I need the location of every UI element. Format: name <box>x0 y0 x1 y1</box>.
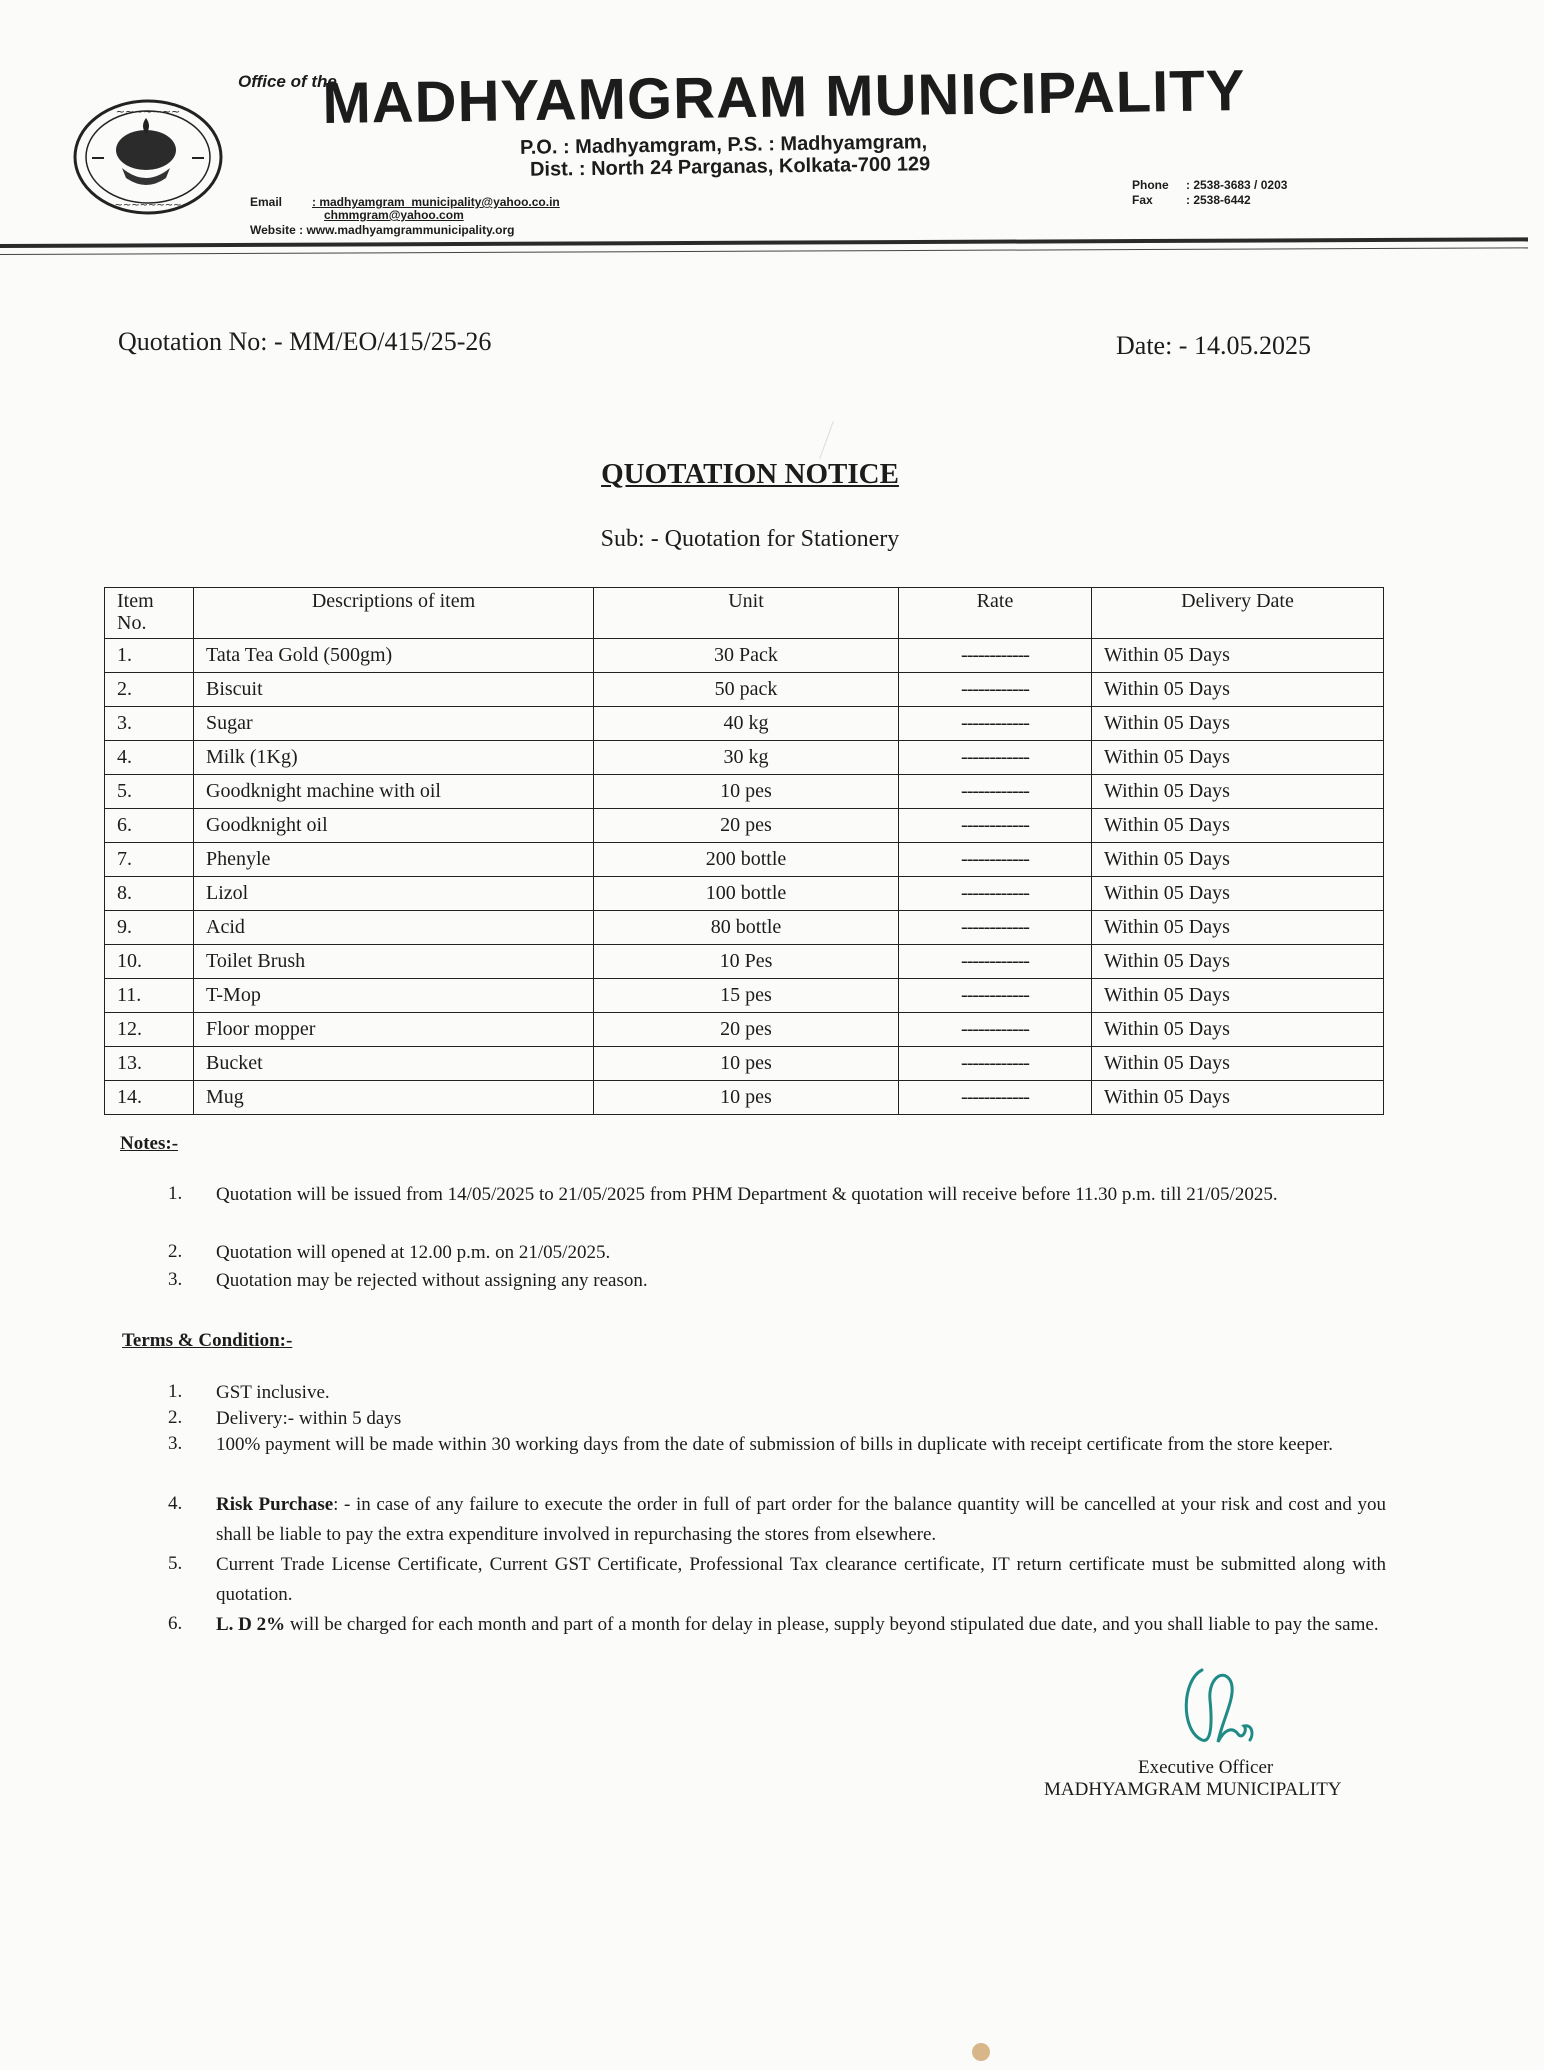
table-body <box>105 639 1384 1115</box>
cell-rate: ------------ <box>899 673 1092 707</box>
cell-rate: ------------ <box>899 741 1092 775</box>
scan-mark <box>819 421 834 459</box>
notice-subject: Sub: - Quotation for Stationery <box>600 526 900 552</box>
note-number: 1. <box>168 1183 183 1204</box>
cell-delivery: Within 05 Days <box>1092 979 1384 1013</box>
cell-rate: ------------ <box>899 809 1092 843</box>
table-row <box>105 979 1384 1013</box>
phone-label: Phone <box>1132 178 1169 192</box>
cell-unit: 80 bottle <box>594 911 899 945</box>
cell-item-no: 13. <box>105 1047 194 1081</box>
website-line <box>250 223 515 237</box>
note-text: Quotation will be issued from 14/05/2025 to 21/05/2025 from PHM Department & quotation will receive before 11.30 p.m. till 21/05/2025. <box>216 1184 1278 1205</box>
website-link[interactable]: : www.madhyamgrammunicipality.org <box>299 223 515 237</box>
cell-description: Acid <box>194 911 594 945</box>
cell-delivery: Within 05 Days <box>1092 673 1384 707</box>
cell-delivery: Within 05 Days <box>1092 1047 1384 1081</box>
cell-description: Lizol <box>194 877 594 911</box>
cell-description: Sugar <box>194 707 594 741</box>
table-row <box>105 1047 1384 1081</box>
cell-unit: 40 kg <box>594 707 899 741</box>
note-text: Quotation may be rejected without assigning any reason. <box>216 1270 648 1291</box>
cell-unit: 10 Pes <box>594 945 899 979</box>
cell-description: Toilet Brush <box>194 945 594 979</box>
term-text: : - in case of any failure to execute the order in full of part order for the balance quantity will be cancelled at your risk and cost and you shall be liable to pay the extra expenditure involved in repurchasing the stores from elsewhere. <box>216 1494 1386 1545</box>
cell-delivery: Within 05 Days <box>1092 843 1384 877</box>
cell-delivery: Within 05 Days <box>1092 911 1384 945</box>
table-row <box>105 809 1384 843</box>
cell-description: Mug <box>194 1081 594 1115</box>
cell-item-no: 12. <box>105 1013 194 1047</box>
header-item-no <box>105 588 194 639</box>
term-number: 6. <box>168 1613 183 1634</box>
cell-rate: ------------ <box>899 843 1092 877</box>
email-block <box>250 196 560 222</box>
cell-unit: 10 pes <box>594 1081 899 1115</box>
cell-unit: 30 Pack <box>594 639 899 673</box>
table-row <box>105 707 1384 741</box>
cell-delivery: Within 05 Days <box>1092 1081 1384 1115</box>
term-text-wrap <box>216 1490 1386 1550</box>
cell-unit: 20 pes <box>594 809 899 843</box>
notes-heading: Notes:- <box>120 1133 179 1154</box>
signatory-title: Executive Officer <box>1138 1757 1274 1778</box>
cell-unit: 200 bottle <box>594 843 899 877</box>
paper-stain <box>972 2043 990 2061</box>
cell-description: Tata Tea Gold (500gm) <box>194 639 594 673</box>
table-row <box>105 945 1384 979</box>
table-row <box>105 1081 1384 1115</box>
note-text: Quotation will opened at 12.00 p.m. on 21/05/2025. <box>216 1242 611 1263</box>
cell-delivery: Within 05 Days <box>1092 741 1384 775</box>
cell-item-no: 1. <box>105 639 194 673</box>
cell-delivery: Within 05 Days <box>1092 707 1384 741</box>
cell-description: Goodknight oil <box>194 809 594 843</box>
quotation-number: Quotation No: - MM/EO/415/25-26 <box>118 327 492 356</box>
term-text: Delivery:- within 5 days <box>216 1408 402 1429</box>
cell-unit: 30 kg <box>594 741 899 775</box>
cell-rate: ------------ <box>899 945 1092 979</box>
term-bold: L. D 2% <box>216 1614 286 1635</box>
table-row <box>105 741 1384 775</box>
term-number: 4. <box>168 1493 183 1514</box>
table-header-row <box>105 588 1384 639</box>
terms-heading: Terms & Condition:- <box>122 1330 293 1351</box>
address-line-2: Dist. : North 24 Parganas, Kolkata-700 129 <box>529 153 931 181</box>
term-text: Current Trade License Certificate, Current GST Certificate, Professional Tax clearance certificate, IT return certificate must be submitted along with quotation. <box>216 1554 1386 1605</box>
header-unit: Unit <box>594 588 899 639</box>
cell-rate: ------------ <box>899 639 1092 673</box>
cell-item-no: 9. <box>105 911 194 945</box>
cell-delivery: Within 05 Days <box>1092 877 1384 911</box>
cell-item-no: 8. <box>105 877 194 911</box>
cell-unit: 15 pes <box>594 979 899 1013</box>
notice-title: QUOTATION NOTICE <box>601 458 899 490</box>
cell-description: Milk (1Kg) <box>194 741 594 775</box>
cell-rate: ------------ <box>899 979 1092 1013</box>
cell-delivery: Within 05 Days <box>1092 639 1384 673</box>
cell-item-no: 4. <box>105 741 194 775</box>
cell-unit: 50 pack <box>594 673 899 707</box>
cell-item-no: 3. <box>105 707 194 741</box>
cell-item-no: 10. <box>105 945 194 979</box>
cell-description: Goodknight machine with oil <box>194 775 594 809</box>
table-row <box>105 673 1384 707</box>
website-label: Website <box>250 223 296 237</box>
table-row <box>105 911 1384 945</box>
table-row <box>105 775 1384 809</box>
cell-description: Biscuit <box>194 673 594 707</box>
cell-item-no: 5. <box>105 775 194 809</box>
table-row <box>105 843 1384 877</box>
term-text: GST inclusive. <box>216 1382 330 1403</box>
contact-block <box>1132 178 1287 208</box>
cell-unit: 20 pes <box>594 1013 899 1047</box>
quotation-date: Date: - 14.05.2025 <box>1116 331 1311 360</box>
cell-description: Phenyle <box>194 843 594 877</box>
phone-value: : 2538-3683 / 0203 <box>1186 178 1288 192</box>
cell-item-no: 6. <box>105 809 194 843</box>
cell-description: Bucket <box>194 1047 594 1081</box>
items-table <box>104 587 1384 1115</box>
term-text: will be charged for each month and part of a month for delay in please, supply beyond stipulated due date, and you shall liable to pay the same. <box>285 1614 1379 1635</box>
svg-text:~~~~~~~: ~~~~~~~ <box>115 105 181 118</box>
header-item-no-line1: Item <box>117 590 154 612</box>
cell-unit: 10 pes <box>594 1047 899 1081</box>
note-number: 3. <box>168 1269 183 1290</box>
svg-text:~~~~~~~~: ~~~~~~~~ <box>114 200 182 211</box>
cell-description: T-Mop <box>194 979 594 1013</box>
cell-rate: ------------ <box>899 1081 1092 1115</box>
cell-delivery: Within 05 Days <box>1092 809 1384 843</box>
note-number: 2. <box>168 1241 183 1262</box>
letterhead-rule-thick <box>0 237 1528 248</box>
letterhead-rule-thin <box>0 247 1528 255</box>
cell-unit: 10 pes <box>594 775 899 809</box>
signature-mark <box>1172 1660 1272 1752</box>
address-line-1: P.O. : Madhyamgram, P.S. : Madhyamgram, <box>519 131 928 159</box>
header-item-no-line2: No. <box>117 612 147 634</box>
header-description: Descriptions of item <box>194 588 594 639</box>
table-row <box>105 1013 1384 1047</box>
fax-value: : 2538-6442 <box>1186 193 1251 207</box>
cell-rate: ------------ <box>899 1013 1092 1047</box>
table-row <box>105 639 1384 673</box>
municipality-seal-logo <box>72 98 224 216</box>
cell-delivery: Within 05 Days <box>1092 775 1384 809</box>
term-bold: Risk Purchase <box>216 1494 334 1515</box>
term-number: 2. <box>168 1407 183 1428</box>
cell-delivery: Within 05 Days <box>1092 1013 1384 1047</box>
term-number: 5. <box>168 1553 183 1574</box>
cell-rate: ------------ <box>899 775 1092 809</box>
header-delivery-date: Delivery Date <box>1092 588 1384 639</box>
cell-item-no: 2. <box>105 673 194 707</box>
cell-rate: ------------ <box>899 877 1092 911</box>
term-text-wrap <box>216 1610 1386 1640</box>
cell-rate: ------------ <box>899 707 1092 741</box>
office-of-label: Office of the <box>238 72 337 91</box>
email-link-1[interactable]: : madhyamgram_municipality@yahoo.co.in <box>312 195 560 209</box>
cell-delivery: Within 05 Days <box>1092 945 1384 979</box>
signatory-organization: MADHYAMGRAM MUNICIPALITY <box>1044 1779 1342 1800</box>
municipality-name: MADHYAMGRAM MUNICIPALITY <box>322 58 1246 136</box>
term-number: 3. <box>168 1433 183 1454</box>
fax-label: Fax <box>1132 193 1153 207</box>
table-row <box>105 877 1384 911</box>
cell-rate: ------------ <box>899 911 1092 945</box>
cell-description: Floor mopper <box>194 1013 594 1047</box>
cell-item-no: 14. <box>105 1081 194 1115</box>
cell-rate: ------------ <box>899 1047 1092 1081</box>
cell-item-no: 11. <box>105 979 194 1013</box>
header-rate: Rate <box>899 588 1092 639</box>
cell-item-no: 7. <box>105 843 194 877</box>
term-number: 1. <box>168 1381 183 1402</box>
term-text: 100% payment will be made within 30 working days from the date of submission of bills in duplicate with receipt certificate from the store keeper. <box>216 1434 1334 1455</box>
email-link-2[interactable]: chmmgram@yahoo.com <box>324 208 464 222</box>
email-label: Email <box>250 195 283 209</box>
cell-unit: 100 bottle <box>594 877 899 911</box>
